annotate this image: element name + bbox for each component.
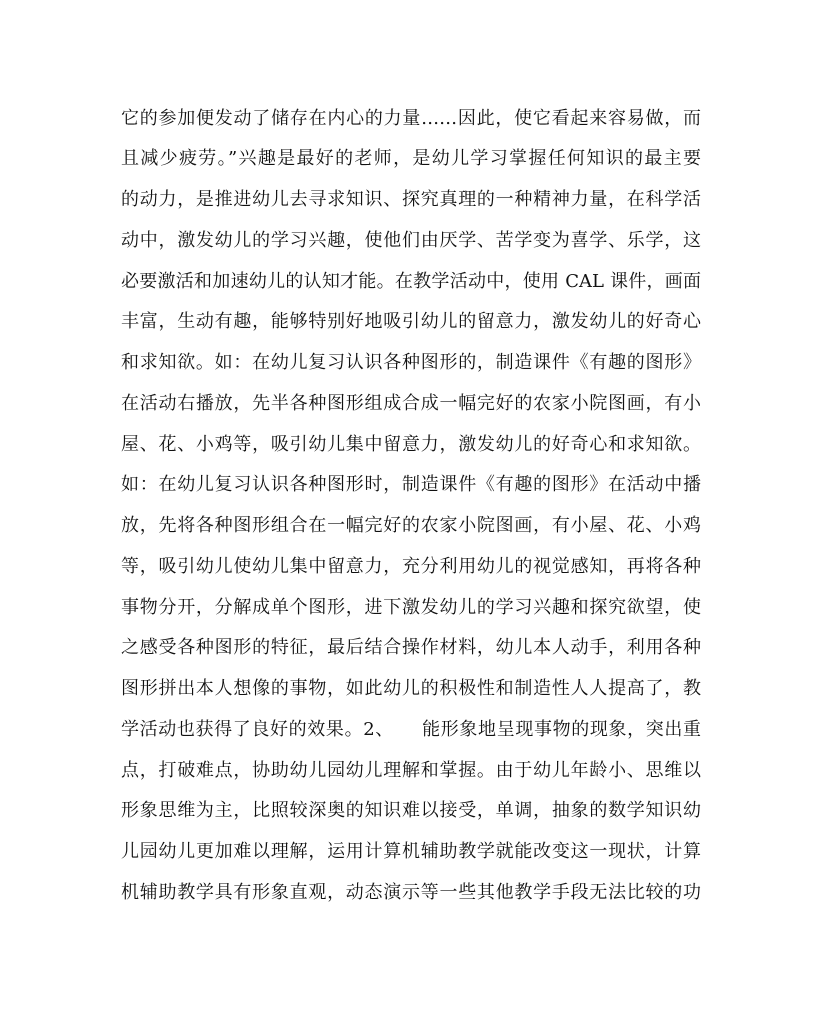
text-line: 必要激活和加速幼儿的认知才能。在教学活动中，使用 CAL 课件，画面	[121, 271, 701, 292]
text-line: 学活动也获得了良好的效果。2、 能形象地呈现事物的现象，突出重	[121, 719, 701, 740]
text-line: 等，吸引幼儿使幼儿集中留意力，充分利用幼儿的视觉感知，再将各种	[121, 556, 701, 577]
text-line: 儿园幼儿更加难以理解，运用计算机辅助教学就能改变这一现状，计算	[121, 841, 701, 862]
text-line: 丰富，生动有趣，能够特别好地吸引幼儿的留意力，激发幼儿的好奇心	[121, 311, 701, 332]
text-line: 形象思维为主，比照较深奥的知识难以接受，单调，抽象的数学知识幼	[121, 800, 701, 821]
text-line: 屋、花、小鸡等，吸引幼儿集中留意力，激发幼儿的好奇心和求知欲。	[121, 434, 701, 455]
text-line: 之感受各种图形的特征，最后结合操作材料，幼儿本人动手，利用各种	[121, 637, 701, 658]
text-line: 的动力，是推进幼儿去寻求知识、探究真理的一种精神力量，在科学活	[121, 189, 701, 210]
text-line: 动中，激发幼儿的学习兴趣，使他们由厌学、苦学变为喜学、乐学，这	[121, 230, 701, 251]
text-line: 它的参加便发动了储存在内心的力量……因此，使它看起来容易做，而	[121, 108, 701, 129]
text-line: 事物分开，分解成单个图形，进下激发幼儿的学习兴趣和探究欲望，使	[121, 597, 701, 618]
text-line: 且减少疲劳。”兴趣是最好的老师，是幼儿学习掌握任何知识的最主要	[121, 148, 701, 169]
text-line: 在活动右播放，先半各种图形组成合成一幅完好的农家小院图画，有小	[121, 393, 701, 414]
text-line: 放，先将各种图形组合在一幅完好的农家小院图画，有小屋、花、小鸡	[121, 515, 701, 536]
text-line: 图形拼出本人想像的事物，如此幼儿的积极性和制造性人人提高了，教	[121, 678, 701, 699]
text-line: 和求知欲。如：在幼儿复习认识各种图形的，制造课件《有趣的图形》	[121, 352, 701, 373]
text-line: 机辅助教学具有形象直观，动态演示等一些其他教学手段无法比较的功	[121, 882, 701, 903]
text-line: 点，打破难点，协助幼儿园幼儿理解和掌握。由于幼儿年龄小、思维以	[121, 760, 701, 781]
text-line: 如：在幼儿复习认识各种图形时，制造课件《有趣的图形》在活动中播	[121, 474, 701, 495]
